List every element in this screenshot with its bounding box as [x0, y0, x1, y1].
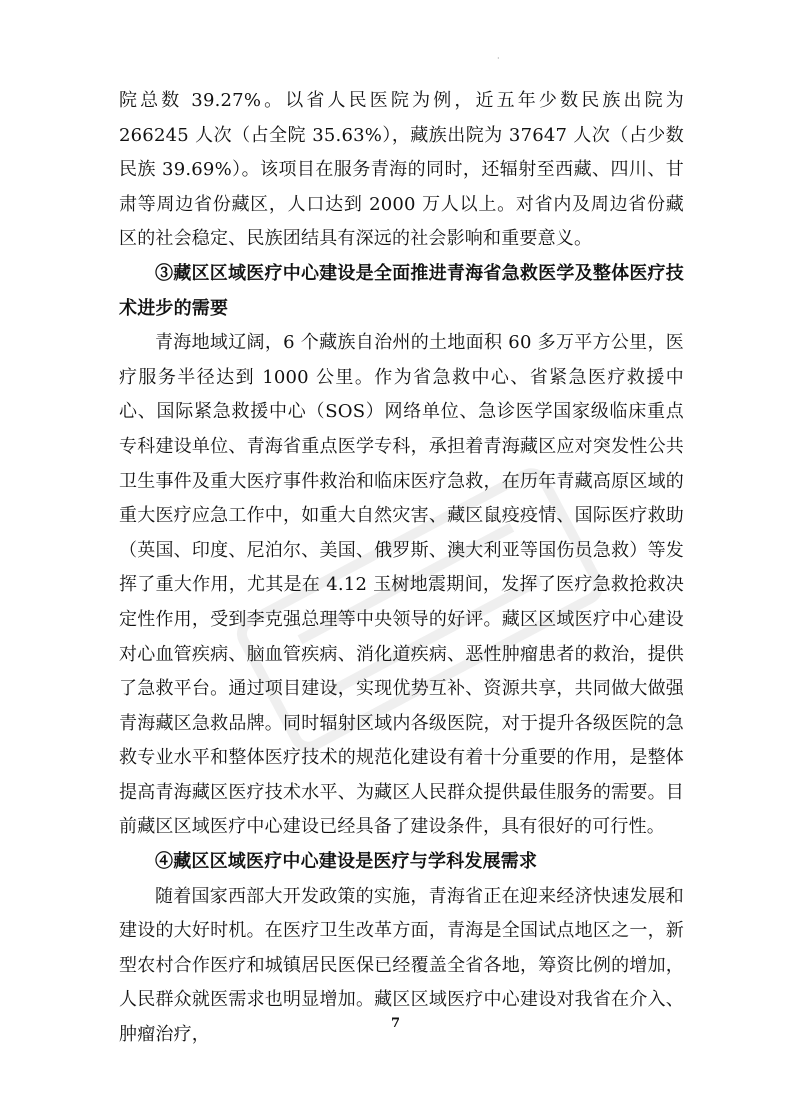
- paragraph-continued: 院总数 39.27%。以省人民医院为例，近五年少数民族出院为 266245 人次（占全院 35.63%），藏族出院为 37647 人次（占少数民族 39.69%）。该项目在服务青海的同时，还辐射至西藏、四川、甘肃等周边省份藏区，人口达到 2000 万人以上。对省内及周边省份藏区的社会稳定、民族团结具有深远的社会影响和重要意义。: [119, 90, 684, 250]
- section-heading-4: ④藏区区域医疗中心建设是医疗与学科发展需求: [155, 851, 538, 873]
- page-number: 7: [390, 1016, 401, 1031]
- paragraph-emergency-medicine: 青海地域辽阔，6 个藏族自治州的土地面积 60 多万平方公里，医疗服务半径达到 1000 公里。作为省急救中心、省紧急医疗救援中心、国际紧急救援中心（SOS）网络单位、急诊医学国家级临床重点专科建设单位、青海省重点医学专科，承担着青海藏区应对突发性公共卫生事件及重大医疗事件救治和临床医疗急救，在历年青藏高原区域的重大医疗应急工作中，如重大自然灾害、藏区鼠疫疫情、国际医疗救助（英国、印度、尼泊尔、美国、俄罗斯、澳大利亚等国伤员急救）等发挥了重大作用，尤其是在 4.12 玉树地震期间，发挥了医疗急救抢救决定性作用，受到李克强总理等中央领导的好评。藏区区域医疗中心建设对心血管疾病、脑血管疾病、消化道疾病、恶性肿瘤患者的救治，提供了急救平台。通过项目建设，实现优势互补、资源共享，共同做大做强青海藏区急救品牌。同时辐射区域内各级医院，对于提升各级医院的急救专业水平和整体医疗技术的规范化建设有着十分重要的作用，是整体提高青海藏区医疗技术水平、为藏区人民群众提供最佳服务的需要。目前藏区区域医疗中心建设已经具备了建设条件，具有很好的可行性。: [119, 332, 684, 838]
- paragraph-development: 随着国家西部大开发政策的实施，青海省正在迎来经济快速发展和建设的大好时机。在医疗卫生改革方面，青海是全国试点地区之一，新型农村合作医疗和城镇居民医保已经覆盖全省各地，筹资比例的增加，人民群众就医需求也明显增加。藏区区域医疗中心建设对我省在介入、肿瘤治疗，: [119, 885, 684, 1046]
- body-text: [119, 84, 684, 1053]
- corner-mark: ·: [497, 54, 500, 63]
- section-heading-3: ③藏区区域医疗中心建设是全面推进青海省急救医学及整体医疗技术进步的需要: [119, 262, 684, 319]
